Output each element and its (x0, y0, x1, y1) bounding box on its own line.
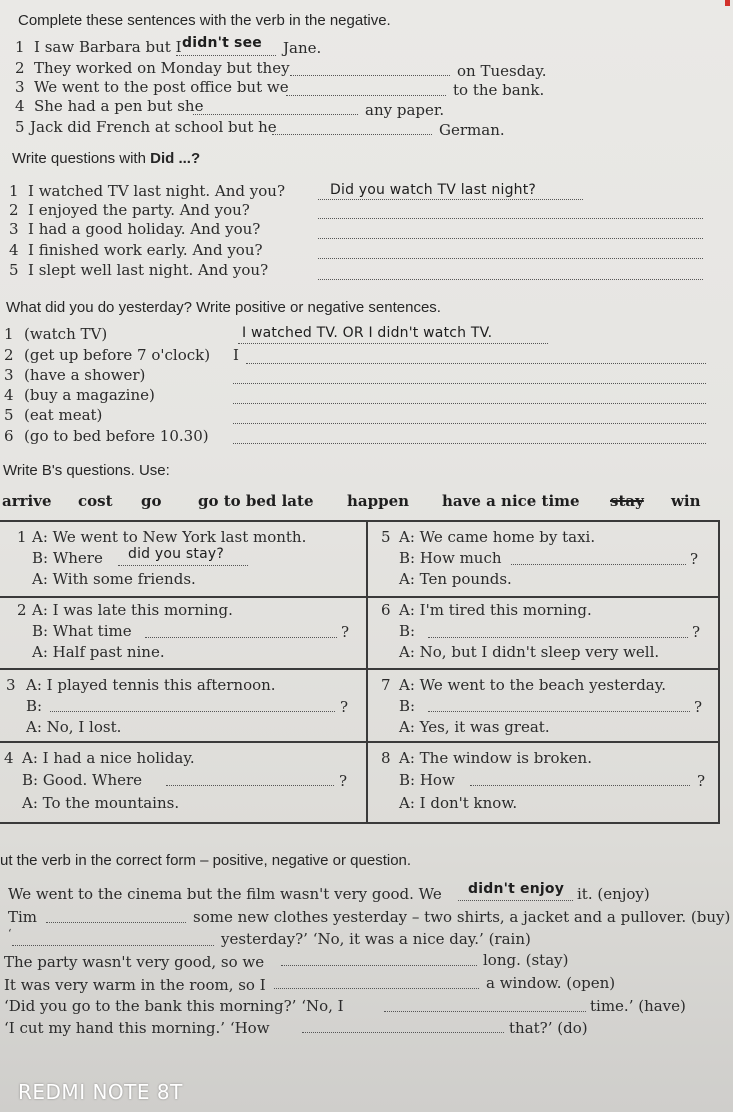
table-divider (0, 668, 720, 670)
handwritten-answer: Did you watch TV last night? (330, 182, 537, 198)
line-a: A: I played tennis this afternoon. (26, 676, 276, 694)
word-bank-item: happen (347, 492, 410, 510)
item-text: I finished work early. And you? (28, 241, 263, 259)
exercise5-heading: ut the verb in the correct form – positive, negative or question. (0, 852, 412, 869)
line-a: A: I'm tired this morning. (399, 601, 592, 619)
line-text-end: some new clothes yesterday – two shirts, a jacket and a pullover. (buy) (193, 908, 731, 926)
question-mark: ? (341, 623, 350, 641)
line-text-end: yesterday?’ ‘No, it was a nice day.’ (rain) (221, 930, 531, 948)
exercise2-heading-text: Write questions with (12, 150, 151, 167)
item-number: 2 (4, 346, 14, 364)
item-text-end: Jane. (283, 39, 322, 57)
answer-blank[interactable] (176, 55, 276, 56)
item-text: I enjoyed the party. And you? (28, 201, 250, 219)
answer-blank[interactable] (246, 363, 706, 364)
item-text: She had a pen but she (34, 97, 204, 115)
answer-blank[interactable] (384, 1011, 586, 1012)
word-bank-item: go to bed late (198, 492, 314, 510)
line-a-reply: A: No, I lost. (26, 718, 122, 736)
item-number: 3 (15, 78, 25, 96)
line-b: B: What time (32, 622, 132, 640)
line-text-end: long. (stay) (483, 951, 569, 969)
item-number: 4 (4, 386, 14, 404)
item-text: (buy a magazine) (24, 386, 155, 404)
answer-blank[interactable] (233, 383, 706, 384)
item-text-end: to the bank. (453, 81, 545, 99)
table-border (0, 822, 720, 824)
answer-blank[interactable] (274, 988, 479, 989)
dialogue-number: 5 (381, 528, 391, 546)
exercise1-heading: Complete these sentences with the verb in the negative. (18, 12, 391, 29)
answer-blank[interactable] (233, 443, 706, 444)
question-mark: ? (340, 698, 349, 716)
answer-blank[interactable] (318, 279, 703, 280)
item-text-end: German. (439, 121, 505, 139)
answer-blank[interactable] (50, 711, 335, 712)
answer-blank[interactable] (428, 637, 688, 638)
line-text-end: it. (enjoy) (577, 885, 650, 903)
answer-blank[interactable] (470, 785, 690, 786)
dialogue-number: 2 (17, 601, 27, 619)
answer-blank[interactable] (318, 199, 583, 200)
item-text: I watched TV last night. And you? (28, 182, 286, 200)
question-mark: ? (692, 623, 701, 641)
answer-blank[interactable] (118, 565, 248, 566)
dialogue-number: 7 (381, 676, 391, 694)
exercise2-heading-bold: Did ...? (150, 150, 201, 167)
line-a: A: I was late this morning. (32, 601, 233, 619)
item-text: (watch TV) (24, 325, 108, 343)
line-a-reply: A: With some friends. (32, 570, 196, 588)
handwritten-answer: I watched TV. OR I didn't watch TV. (242, 325, 493, 341)
item-text: They worked on Monday but they (34, 59, 290, 77)
exercise3-heading: What did you do yesterday? Write positive or negative sentences. (6, 299, 441, 316)
line-a: A: We went to the beach yesterday. (399, 676, 666, 694)
answer-blank[interactable] (318, 218, 703, 219)
line-a: A: We went to New York last month. (32, 528, 307, 546)
line-a: A: We came home by taxi. (399, 528, 596, 546)
item-text: I had a good holiday. And you? (28, 220, 261, 238)
item-number: 3 (9, 220, 19, 238)
question-mark: ? (694, 698, 703, 716)
item-text: (have a shower) (24, 366, 146, 384)
item-text: We went to the post office but we (34, 78, 289, 96)
word-bank-item: have a nice time (442, 492, 580, 510)
answer-blank[interactable] (145, 637, 337, 638)
table-divider (0, 596, 720, 598)
line-b: B: (399, 697, 416, 715)
answer-blank[interactable] (193, 114, 358, 115)
handwritten-answer: did you stay? (128, 546, 224, 562)
line-text-end: that?’ (do) (509, 1019, 588, 1037)
line-text: ‘ (8, 927, 12, 940)
answer-blank[interactable] (46, 922, 186, 923)
item-number: 5 (15, 118, 25, 136)
line-text: Tim (8, 908, 38, 926)
line-text: It was very warm in the room, so I (4, 976, 266, 994)
line-a-reply: A: No, but I didn't sleep very well. (399, 643, 660, 661)
item-text-end: on Tuesday. (457, 62, 547, 80)
item-number: 2 (9, 201, 19, 219)
table-divider (0, 741, 720, 743)
answer-blank[interactable] (428, 711, 690, 712)
answer-blank[interactable] (302, 1032, 504, 1033)
answer-blank[interactable] (318, 238, 703, 239)
item-number: 6 (4, 427, 14, 445)
item-number: 5 (4, 406, 14, 424)
question-mark: ? (690, 550, 699, 568)
exercise4-heading: Write B's questions. Use: (3, 462, 170, 479)
dialogue-number: 8 (381, 749, 391, 767)
word-bank-item: go (141, 492, 162, 510)
item-number: 4 (15, 97, 25, 115)
line-text: ‘Did you go to the bank this morning?’ ‘No, I (4, 997, 344, 1015)
dialogue-number: 6 (381, 601, 391, 619)
item-text: (eat meat) (24, 406, 103, 424)
line-a-reply: A: Half past nine. (32, 643, 165, 661)
answer-blank[interactable] (233, 423, 706, 424)
line-a: A: I had a nice holiday. (22, 749, 195, 767)
line-a-reply: A: I don't know. (399, 794, 518, 812)
handwritten-answer: didn't enjoy (468, 881, 565, 897)
red-corner-mark (725, 0, 730, 6)
item-number: 1 (9, 182, 19, 200)
answer-blank[interactable] (238, 343, 548, 344)
word-bank-item: cost (78, 492, 113, 510)
line-text-end: time.’ (have) (590, 997, 686, 1015)
answer-blank[interactable] (166, 785, 334, 786)
line-a: A: The window is broken. (399, 749, 592, 767)
line-b: B: (399, 622, 416, 640)
line-text: We went to the cinema but the film wasn't very good. We (8, 885, 442, 903)
line-a-reply: A: Ten pounds. (399, 570, 512, 588)
answer-blank[interactable] (290, 75, 450, 76)
item-text: Jack did French at school but he (30, 118, 277, 136)
question-mark: ? (697, 772, 706, 790)
word-bank-item: arrive (2, 492, 52, 510)
line-text-end: a window. (open) (486, 974, 616, 992)
answer-blank[interactable] (233, 403, 706, 404)
line-a-reply: A: Yes, it was great. (399, 718, 550, 736)
item-number: 1 (15, 38, 25, 56)
line-b: B: Good. Where (22, 771, 143, 789)
line-a-reply: A: To the mountains. (22, 794, 180, 812)
line-b: B: How (399, 771, 455, 789)
answer-blank[interactable] (458, 900, 573, 901)
item-number: 3 (4, 366, 14, 384)
dialogue-number: 1 (17, 528, 27, 546)
item-text: I saw Barbara but I (34, 38, 182, 56)
table-column-divider (366, 520, 368, 823)
question-mark: ? (339, 772, 348, 790)
line-b: B: How much (399, 549, 502, 567)
item-text: I slept well last night. And you? (28, 261, 269, 279)
answer-blank[interactable] (318, 258, 703, 259)
camera-watermark: REDMI NOTE 8T (18, 1080, 183, 1104)
dialogue-number: 4 (4, 749, 14, 767)
dialogue-number: 3 (6, 676, 16, 694)
word-bank-item: win (671, 492, 701, 510)
line-text: The party wasn't very good, so we (4, 953, 265, 971)
item-text-end: any paper. (365, 101, 445, 119)
answer-blank[interactable] (272, 134, 432, 135)
item-number: 5 (9, 261, 19, 279)
answer-blank[interactable] (286, 95, 446, 96)
item-number: 1 (4, 325, 14, 343)
table-border (718, 520, 720, 823)
table-border (0, 520, 720, 522)
item-text: (go to bed before 10.30) (24, 427, 209, 445)
answer-blank[interactable] (511, 564, 686, 565)
line-text: ‘I cut my hand this morning.’ ‘How (4, 1019, 270, 1037)
answer-blank[interactable] (12, 945, 214, 946)
handwritten-answer: didn't see (182, 35, 262, 51)
line-b: B: Where (32, 549, 103, 567)
item-text: (get up before 7 o'clock) (24, 346, 211, 364)
line-b: B: (26, 697, 43, 715)
answer-prefix: I (233, 346, 239, 364)
exercise2-heading (12, 150, 200, 167)
word-bank-item-crossed-out: stay (610, 492, 644, 510)
answer-blank[interactable] (281, 965, 477, 966)
item-number: 4 (9, 241, 19, 259)
item-number: 2 (15, 59, 25, 77)
